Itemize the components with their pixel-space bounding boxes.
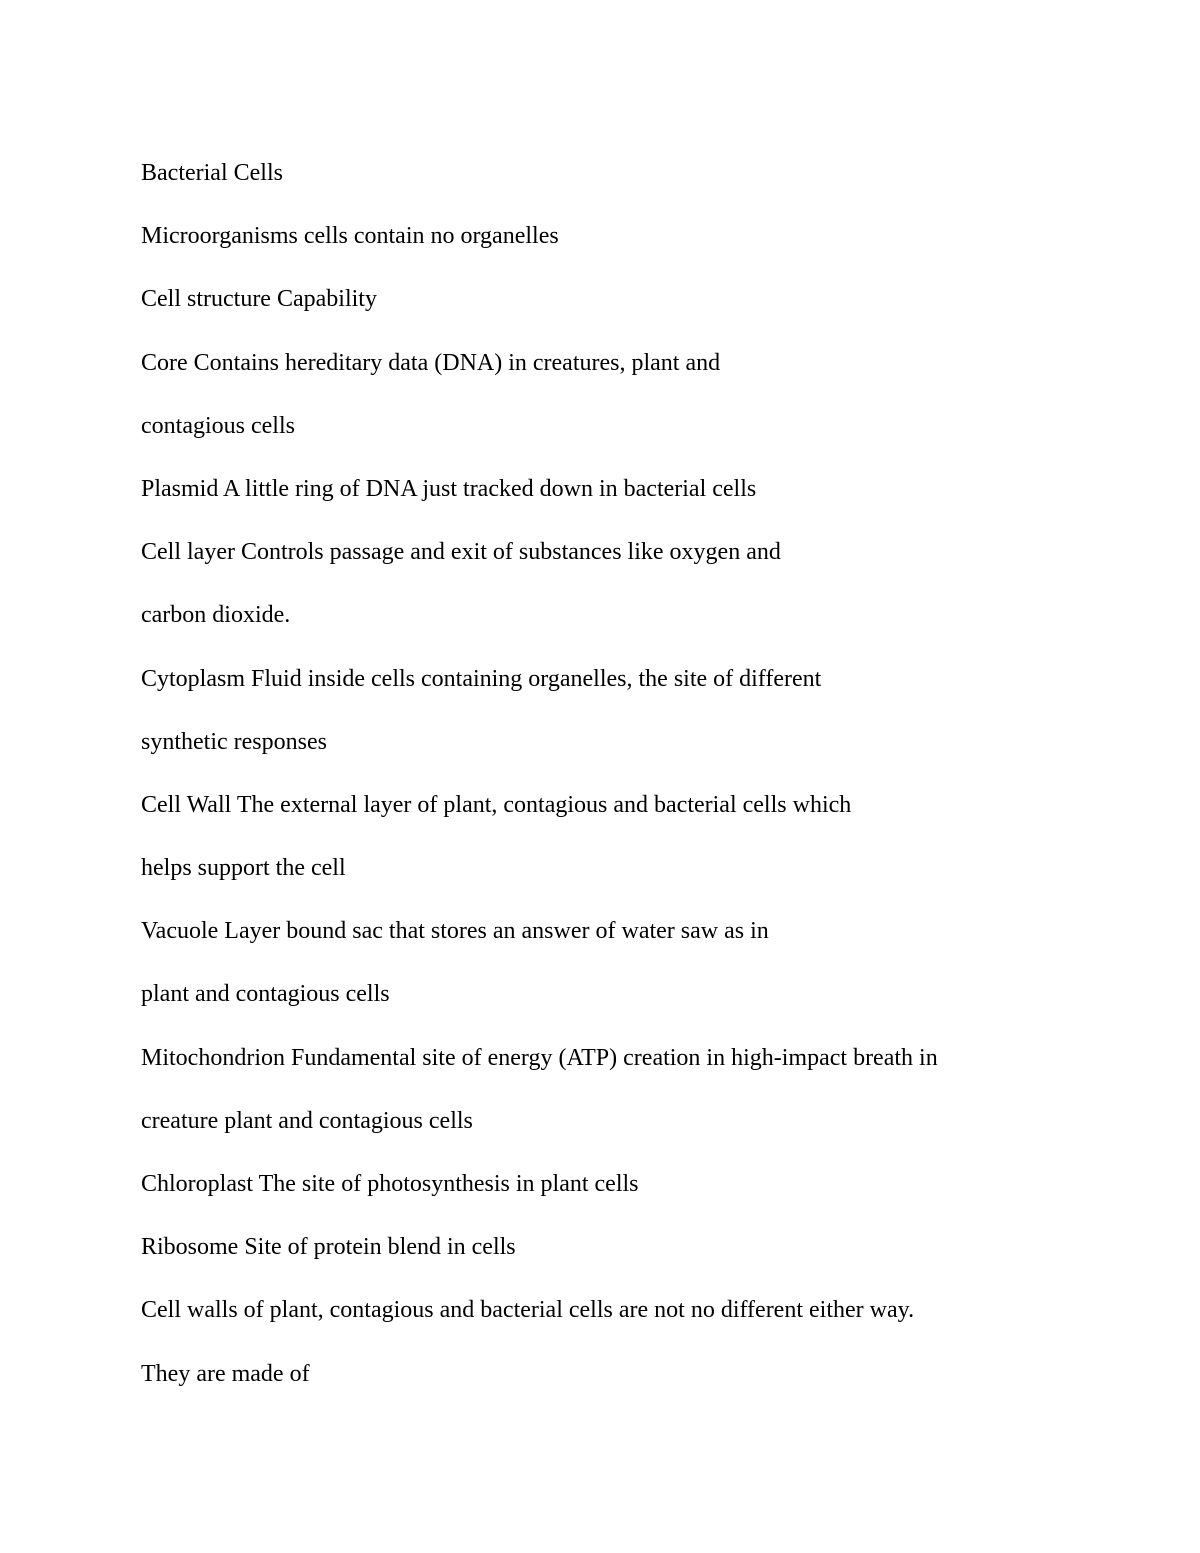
text-line: They are made of bbox=[141, 1360, 310, 1387]
text-line: Core Contains hereditary data (DNA) in creatures, plant and bbox=[141, 349, 721, 376]
text-line: Cell layer Controls passage and exit of substances like oxygen and bbox=[141, 539, 781, 566]
text-line: carbon dioxide. bbox=[141, 602, 291, 629]
text-line: Vacuole Layer bound sac that stores an answer of water saw as in bbox=[141, 918, 769, 945]
text-line: contagious cells bbox=[141, 412, 295, 439]
text-line: synthetic responses bbox=[141, 728, 327, 755]
text-line: Mitochondrion Fundamental site of energy (ATP) creation in high-impact breath in bbox=[141, 1044, 938, 1071]
text-line: Cell structure Capability bbox=[141, 286, 377, 313]
document-title: Bacterial Cells bbox=[141, 160, 283, 186]
text-line: Microorganisms cells contain no organelles bbox=[141, 223, 559, 250]
text-line: plant and contagious cells bbox=[141, 981, 390, 1008]
text-line: Chloroplast The site of photosynthesis in plant cells bbox=[141, 1171, 639, 1197]
text-line: Cell walls of plant, contagious and bacterial cells are not no different either way. bbox=[141, 1297, 915, 1324]
text-line: creature plant and contagious cells bbox=[141, 1107, 473, 1134]
document-body bbox=[141, 142, 1081, 1406]
text-line: helps support the cell bbox=[141, 855, 346, 882]
text-line: Plasmid A little ring of DNA just tracked down in bacterial cells bbox=[141, 475, 757, 502]
text-line: Cytoplasm Fluid inside cells containing organelles, the site of different bbox=[141, 665, 822, 692]
text-line: Ribosome Site of protein blend in cells bbox=[141, 1234, 516, 1261]
text-line: Cell Wall The external layer of plant, contagious and bacterial cells which bbox=[141, 791, 852, 818]
